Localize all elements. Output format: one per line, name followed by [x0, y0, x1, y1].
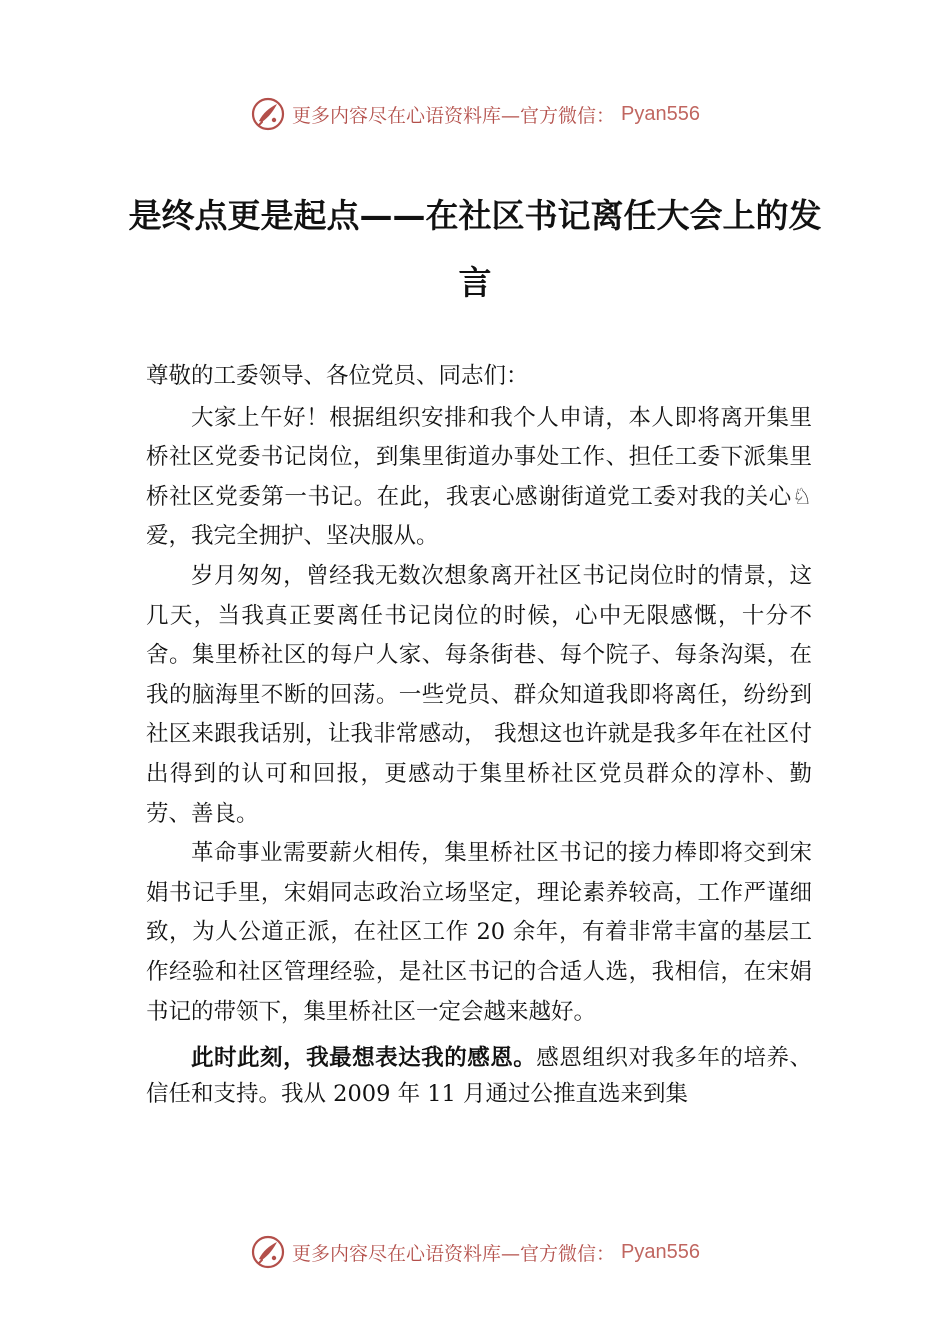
document-body: [146, 357, 812, 1112]
pen-logo-icon: [250, 1234, 286, 1270]
wechat-id: Pyan556: [621, 102, 700, 125]
banner-text: 更多内容尽在心语资料库—官方微信：: [292, 104, 616, 127]
paragraph-3: 革命事业需要薪火相传，集里桥社区书记的接力棒即将交到宋娟书记手里，宋娟同志政治立场坚定，理论素养较高，工作严谨细致，为人公道正派，在社区工作 20 余年，有着非常丰富的基层工作经验和社区管理经验，是社区书记的合适人选，我相信，在宋娟书记的带领下，集里桥社区一定会越来越好。: [146, 840, 812, 1025]
header-banner: [0, 94, 950, 134]
document-title: 是终点更是起点——在社区书记离任大会上的发言: [128, 196, 822, 302]
bold-lead-sentence: 此时此刻，我最想表达我的感恩。: [191, 1045, 537, 1072]
banner-text: 更多内容尽在心语资料库—官方微信：: [292, 1242, 616, 1265]
footer-banner: [0, 1232, 950, 1272]
wechat-id: Pyan556: [621, 1240, 700, 1263]
paragraph-4-text: 感恩组织对我多年的培养、信任和支持。我从 2009 年 11 月通过公推直选来到集: [146, 1045, 812, 1108]
salutation: 尊敬的工委领导、各位党员、同志们：: [146, 363, 529, 389]
pen-logo-icon: [250, 96, 286, 132]
paragraph-2: 岁月匆匆，曾经我无数次想象离开社区书记岗位时的情景，这几天，当我真正要离任书记岗位的时候，心中无限感慨，十分不舍。集里桥社区的每户人家、每条街巷、每个院子、每条沟渠，在我的脑海里不断的回荡。一些党员、群众知道我即将离任，纷纷到社区来跟我话别，让我非常感动， 我想这也许就是我多年在社区付出得到的认可和回报，更感动于集里桥社区党员群众的淳朴、勤劳、善良。: [146, 562, 812, 827]
paragraph-4: [146, 1040, 812, 1112]
paragraph-1: 大家上午好！根据组织安排和我个人申请，本人即将离开集里桥社区党委书记岗位，到集里街道办事处工作、担任工委下派集里桥社区党委第一书记。在此，我衷心感谢街道党工委对我的关心♘爱，我完全拥护、坚决服从。: [146, 404, 812, 550]
